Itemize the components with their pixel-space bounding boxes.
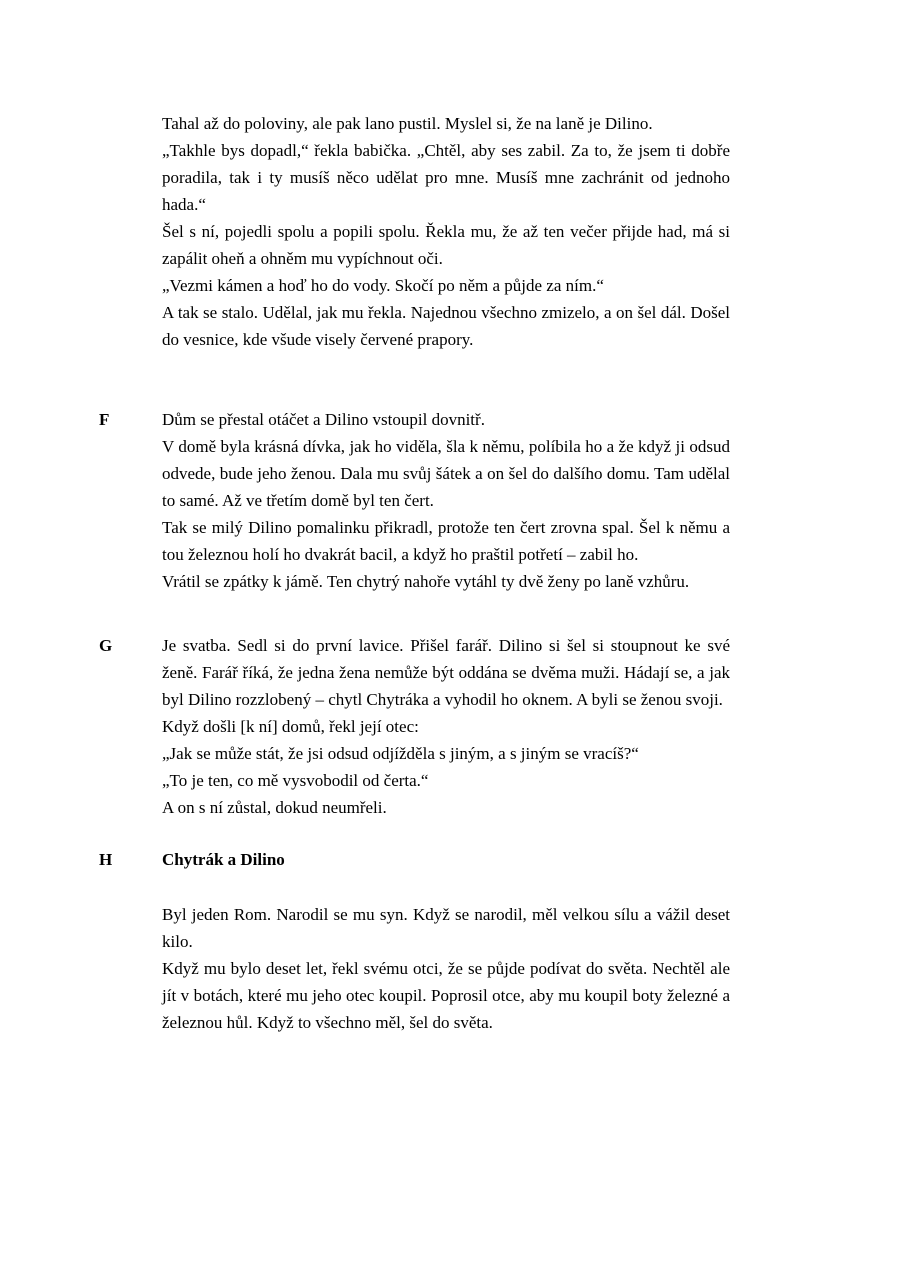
paragraph: Tak se milý Dilino pomalinku přikradl, protože ten čert zrovna spal. Šel k němu a tou železnou holí ho dvakrát bacil, a když ho praštil potřetí – zabil ho. — [162, 518, 730, 564]
paragraph: A tak se stalo. Udělal, jak mu řekla. Najednou všechno zmizelo, a on šel dál. Došel do vesnice, kde všude visely červené prapory. — [162, 303, 730, 349]
paragraph: Je svatba. Sedl si do první lavice. Přišel farář. Dilino si šel si stoupnout ke své ženě. Farář říká, že jedna žena nemůže být oddána se dvěma muži. Hádají se, a jak byl Dilino rozzlobený – chytl Chytráka a vyhodil ho oknem. A byli se ženou svoji. — [162, 636, 730, 709]
paragraph: Když došli [k ní] domů, řekl její otec: — [162, 717, 419, 736]
section-intro — [99, 110, 830, 353]
section-body — [162, 110, 730, 353]
paragraph: „Jak se může stát, že jsi odsud odjížděla s jiným, a s jiným se vracíš?“ — [162, 744, 639, 763]
section-h — [99, 846, 830, 1036]
section-body — [162, 846, 730, 1036]
paragraph: Dům se přestal otáčet a Dilino vstoupil dovnitř. — [162, 410, 485, 429]
paragraph: „To je ten, co mě vysvobodil od čerta.“ — [162, 771, 429, 790]
section-label: F — [99, 410, 110, 429]
paragraph: Byl jeden Rom. Narodil se mu syn. Když se narodil, měl velkou sílu a vážil deset kilo. — [162, 905, 730, 951]
section-label — [99, 110, 162, 353]
paragraph: „Takhle bys dopadl,“ řekla babička. „Chtěl, aby ses zabil. Za to, že jsem ti dobře poradila, tak i ty musíš něco udělat pro mne. Musíš mne zachránit od jednoho hada.“ — [162, 141, 730, 214]
paragraph: „Vezmi kámen a hoď ho do vody. Skočí po něm a půjde za ním.“ — [162, 276, 604, 295]
paragraph: Když mu bylo deset let, řekl svému otci, že se půjde podívat do světa. Nechtěl ale jít v botách, které mu jeho otec koupil. Poprosil otce, aby mu koupil boty železné a železnou hůl. Když to všechno měl, šel do světa. — [162, 959, 730, 1032]
document-content — [99, 110, 830, 1036]
paragraph: Vrátil se zpátky k jámě. Ten chytrý nahoře vytáhl ty dvě ženy po laně vzhůru. — [162, 572, 690, 591]
paragraph: V domě byla krásná dívka, jak ho viděla, šla k němu, políbila ho a že když ji odsud odvede, bude jeho ženou. Dala mu svůj šátek a on šel do dalšího domu. Tam udělal to samé. Až ve třetím domě byl ten čert. — [162, 437, 730, 510]
section-g — [99, 632, 830, 821]
paragraph: Šel s ní, pojedli spolu a popili spolu. Řekla mu, že až ten večer přijde had, má si zapálit oheň a ohněm mu vypíchnout oči. — [162, 222, 730, 268]
section-title: Chytrák a Dilino — [162, 850, 285, 869]
section-label: H — [99, 850, 113, 869]
section-f — [99, 406, 830, 595]
section-body — [162, 632, 730, 821]
paragraph: Tahal až do poloviny, ale pak lano pustil. Myslel si, že na laně je Dilino. — [162, 114, 653, 133]
paragraph: A on s ní zůstal, dokud neumřeli. — [162, 798, 387, 817]
section-label: G — [99, 636, 113, 655]
section-body — [162, 406, 730, 595]
